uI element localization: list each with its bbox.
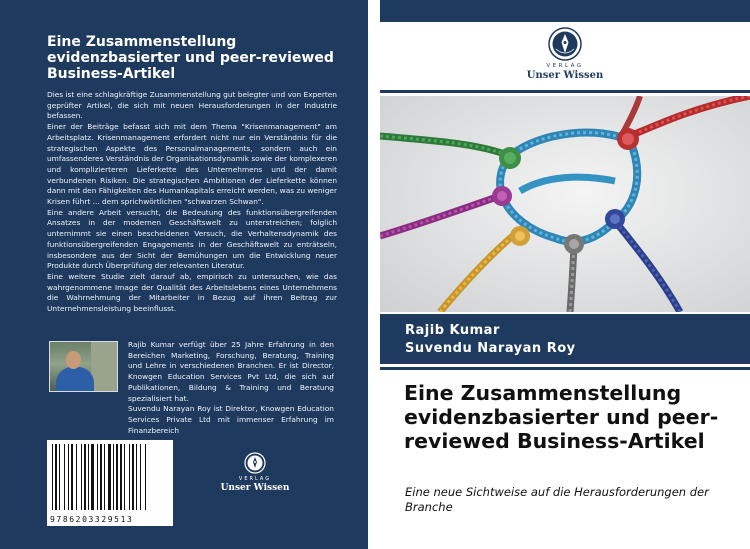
description-paragraph: Eine weitere Studie zielt darauf ab, empirisch zu untersuchen, wie das wahrgenommene Image der Qualität des Arbeitslebens eines Unternehmens die Wahrnehmung der Mitarbeiter in Bezug auf ihren Beitrag zur Unternehmensleistung beeinflusst. <box>47 271 337 314</box>
divider <box>380 367 750 370</box>
publisher-name: Unser Wissen <box>526 70 604 81</box>
knotted-ropes-icon <box>380 96 750 312</box>
publisher-verlag: VERLAG <box>238 476 272 482</box>
back-cover <box>0 0 368 549</box>
front-top-bar <box>380 0 750 22</box>
back-cover-title: Eine Zusammenstellung evidenzbasierter und peer-reviewed Business-Artikel <box>47 34 334 82</box>
spine <box>368 0 380 549</box>
publisher-logo-front <box>515 27 615 81</box>
divider <box>380 90 750 93</box>
cover-image-ropes <box>380 96 750 312</box>
description-paragraph: Eine andere Arbeit versucht, die Bedeutung des funktionsübergreifenden Ansatzes in der modernen Geschäftswelt zu unterstreichen; folglich unternimmt sie einen bescheidenen Versuch, die Verhaltensdynamik des funktionsübergreifenden Engagements in der Geschäftswelt zu enträtseln, insbesondere aus der Sicht der Bemühungen um die Entwicklung neuer Produkte durch Überprüfung der relevanten Literatur. <box>47 207 337 271</box>
author-name: Suvendu Narayan Roy <box>405 341 576 356</box>
publisher-seal-icon <box>244 452 266 474</box>
book-subtitle: Eine neue Sichtweise auf die Herausforderungen der Branche <box>405 485 709 514</box>
publisher-seal-icon <box>548 27 582 61</box>
isbn-barcode <box>47 440 173 526</box>
back-cover-description <box>47 90 337 315</box>
barcode-icon <box>52 444 168 510</box>
publisher-name: Unser Wissen <box>220 483 290 493</box>
author-name: Rajib Kumar <box>405 323 500 338</box>
author-bios <box>128 340 334 436</box>
publisher-verlag: VERLAG <box>546 63 584 69</box>
author-photo <box>49 341 118 392</box>
description-paragraph: Einer der Beiträge befasst sich mit dem Thema "Krisenmanagement" am Arbeitsplatz. Krisenmanagement erfordert nicht nur ein Verständnis für die strategischen Aspekte des Personalmanagements, sondern auch ein umfassenderes Verständnis der Organisationsdynamik sowie der komplexeren und komplizierteren Lieferkette des Unternehmens und der damit verbundenen Risiken. Die strategischen Ambitionen der Lieferkette können dann mit den Fähigkeiten des Humankapitals erreicht werden, was zu weniger Krisen führt ... dem sprichwörtlichen "schwarzen Schwan". <box>47 122 338 207</box>
author-bio: Rajib Kumar verfügt über 25 Jahre Erfahrung in den Bereichen Marketing, Forschung, Beratung, Training und Lehre in verschiedenen Branchen. Er ist Director, Knowgen Education Services Pvt Ltd, die sich auf Publikationen, Bildung & Training und Beratung spezialisiert hat. <box>128 340 334 403</box>
isbn-number: 9786203329513 <box>50 515 134 524</box>
publisher-logo-back <box>215 452 295 493</box>
book-title: Eine Zusammenstellung evidenzbasierter und peer-reviewed Business-Artikel <box>404 381 719 453</box>
description-paragraph: Dies ist eine schlagkräftige Zusammenstellung gut belegter und von Experten geprüfter Artikel, die sich mit neuen Herausforderungen in der Industrie befassen. <box>47 90 337 121</box>
author-band <box>380 314 750 364</box>
author-bio: Suvendu Narayan Roy ist Direktor, Knowgen Education Services Private Ltd mit immenser Erfahrung im Finanzbereich <box>128 404 334 435</box>
front-cover <box>380 0 750 549</box>
